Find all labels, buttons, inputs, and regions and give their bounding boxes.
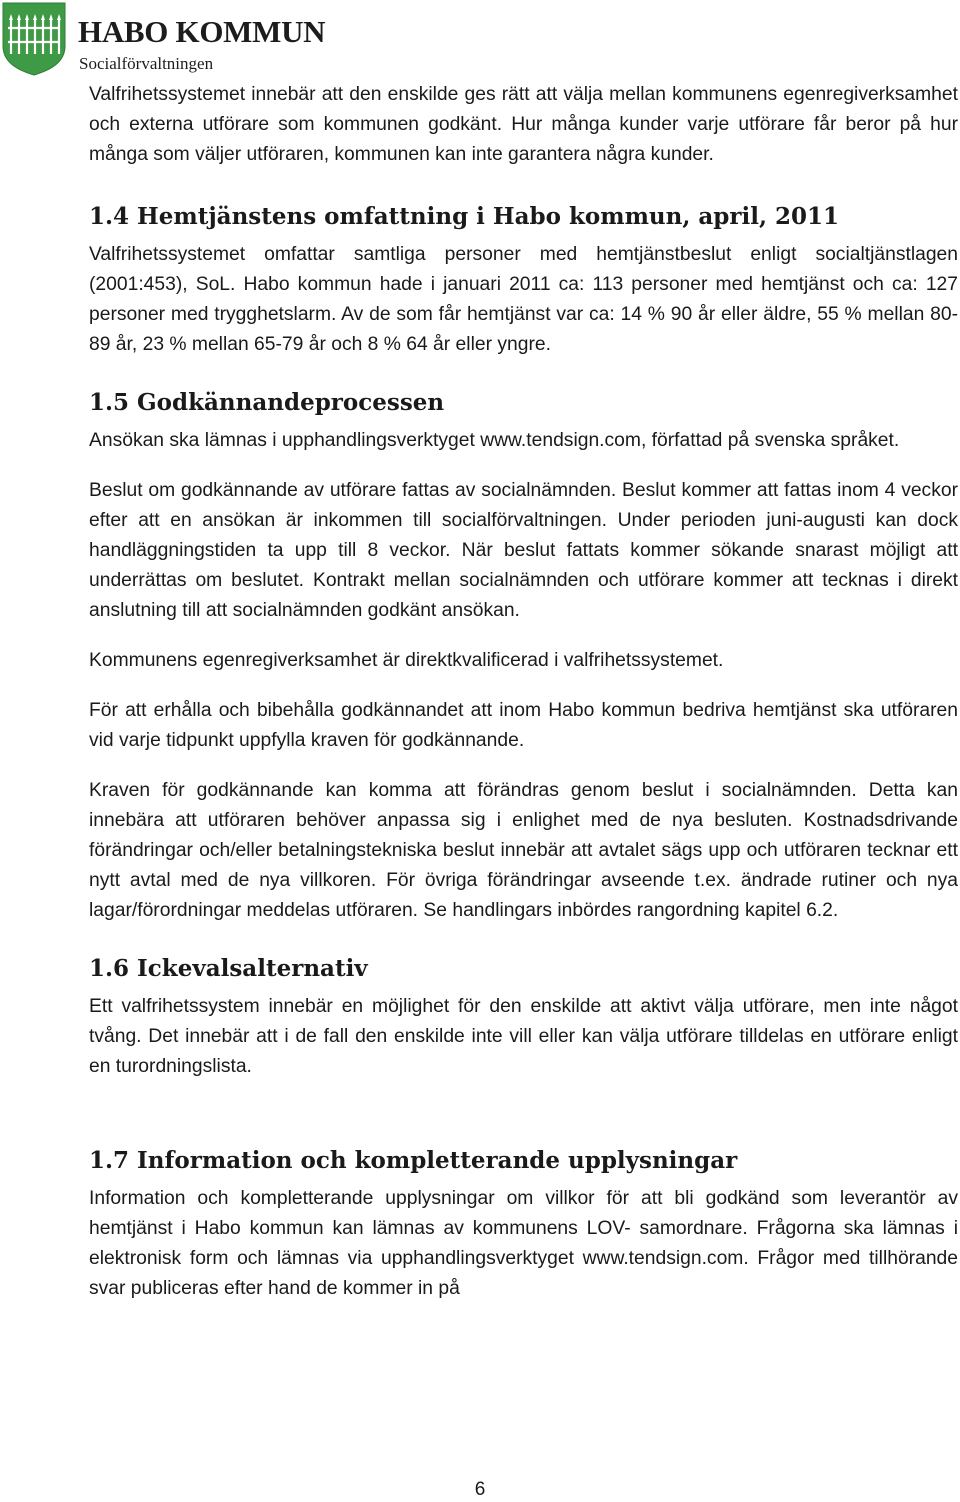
section-1-7-paragraph: Information och kompletterande upplysningar om villkor för att bli godkänd som leverantör av hemtjänst i Habo kommun kan lämnas av kommunens LOV- samordnare. Frågorna ska lämnas i elektronisk form och lämnas via upphandlingsverktyget www.tendsign.com. Frågor med tillhörande svar publiceras efter hand de kommer in på <box>89 1188 958 1299</box>
org-subtitle: Socialförvaltningen <box>79 54 214 73</box>
section-1-4-paragraph: Valfrihetssystemet omfattar samtliga personer med hemtjänstbeslut enligt socialtjänstlagen (2001:453), SoL. Habo kommun hade i januari 2011 ca: 113 personer med hemtjänst och ca: 127 personer med trygghetslarm. Av de som får hemtjänst var ca: 14 % 90 år eller äldre, 55 % mellan 80-89 år, 23 % mellan 65-79 år och 8 % 64 år eller yngre. <box>89 244 958 355</box>
section-heading-1-5: 1.5 Godkännandeprocessen <box>89 389 445 416</box>
section-1-5-paragraph-5: Kraven för godkännande kan komma att förändras genom beslut i socialnämnden. Detta kan innebära att utföraren behöver anpassa sig i enlighet med de nya besluten. Kostnadsdrivande förändringar och/eller betalningstekniska beslut innebär att avtalet sägs upp och utföraren tecknar ett nytt avtal med de nya villkoren. För övriga förändringar avseende t.ex. ändrade rutiner och nya lagar/förordningar meddelas utföraren. Se handlingars inbördes rangordning kapitel 6.2. <box>89 780 958 921</box>
org-name: HABO KOMMUN <box>78 14 326 49</box>
section-1-5-paragraph-4: För att erhålla och bibehålla godkännandet att inom Habo kommun bedriva hemtjänst ska utföraren vid varje tidpunkt uppfylla kraven för godkännande. <box>89 700 958 751</box>
section-heading-1-6: 1.6 Ickevalsalternativ <box>89 955 368 982</box>
page-number: 6 <box>474 1479 486 1500</box>
section-heading-1-4: 1.4 Hemtjänstens omfattning i Habo kommun, april, 2011 <box>89 203 839 230</box>
section-heading-1-7: 1.7 Information och kompletterande upplysningar <box>89 1147 738 1174</box>
habo-crest-icon <box>2 2 66 76</box>
document-body <box>89 80 958 1304</box>
page-header <box>2 2 342 76</box>
intro-paragraph: Valfrihetssystemet innebär att den enskilde ges rätt att välja mellan kommunens egenregiverksamhet och externa utförare som kommunen godkänt. Hur många kunder varje utförare får beror på hur många som väljer utföraren, kommunen kan inte garantera några kunder. <box>89 84 958 165</box>
section-1-5-paragraph-3: Kommunens egenregiverksamhet är direktkvalificerad i valfrihetssystemet. <box>89 650 724 671</box>
section-1-5-paragraph-2: Beslut om godkännande av utförare fattas av socialnämnden. Beslut kommer att fattas inom 4 veckor efter att en ansökan är inkommen till socialförvaltningen. Under perioden juni-augusti kan dock handläggningstiden ta upp till 8 veckor. När beslut fattats kommer sökande snarast möjligt att underrättas om beslutet. Kontrakt mellan socialnämnden och utförare kommer att tecknas i direkt anslutning till att socialnämnden godkänt ansökan. <box>89 480 958 621</box>
section-1-6-paragraph: Ett valfrihetssystem innebär en möjlighet för den enskilde att aktivt välja utförare, men inte något tvång. Det innebär att i de fall den enskilde inte vill eller kan välja utförare tilldelas en utförare enligt en turordningslista. <box>89 996 958 1077</box>
section-1-5-paragraph-1: Ansökan ska lämnas i upphandlingsverktyget www.tendsign.com, författad på svenska språket. <box>89 430 900 451</box>
